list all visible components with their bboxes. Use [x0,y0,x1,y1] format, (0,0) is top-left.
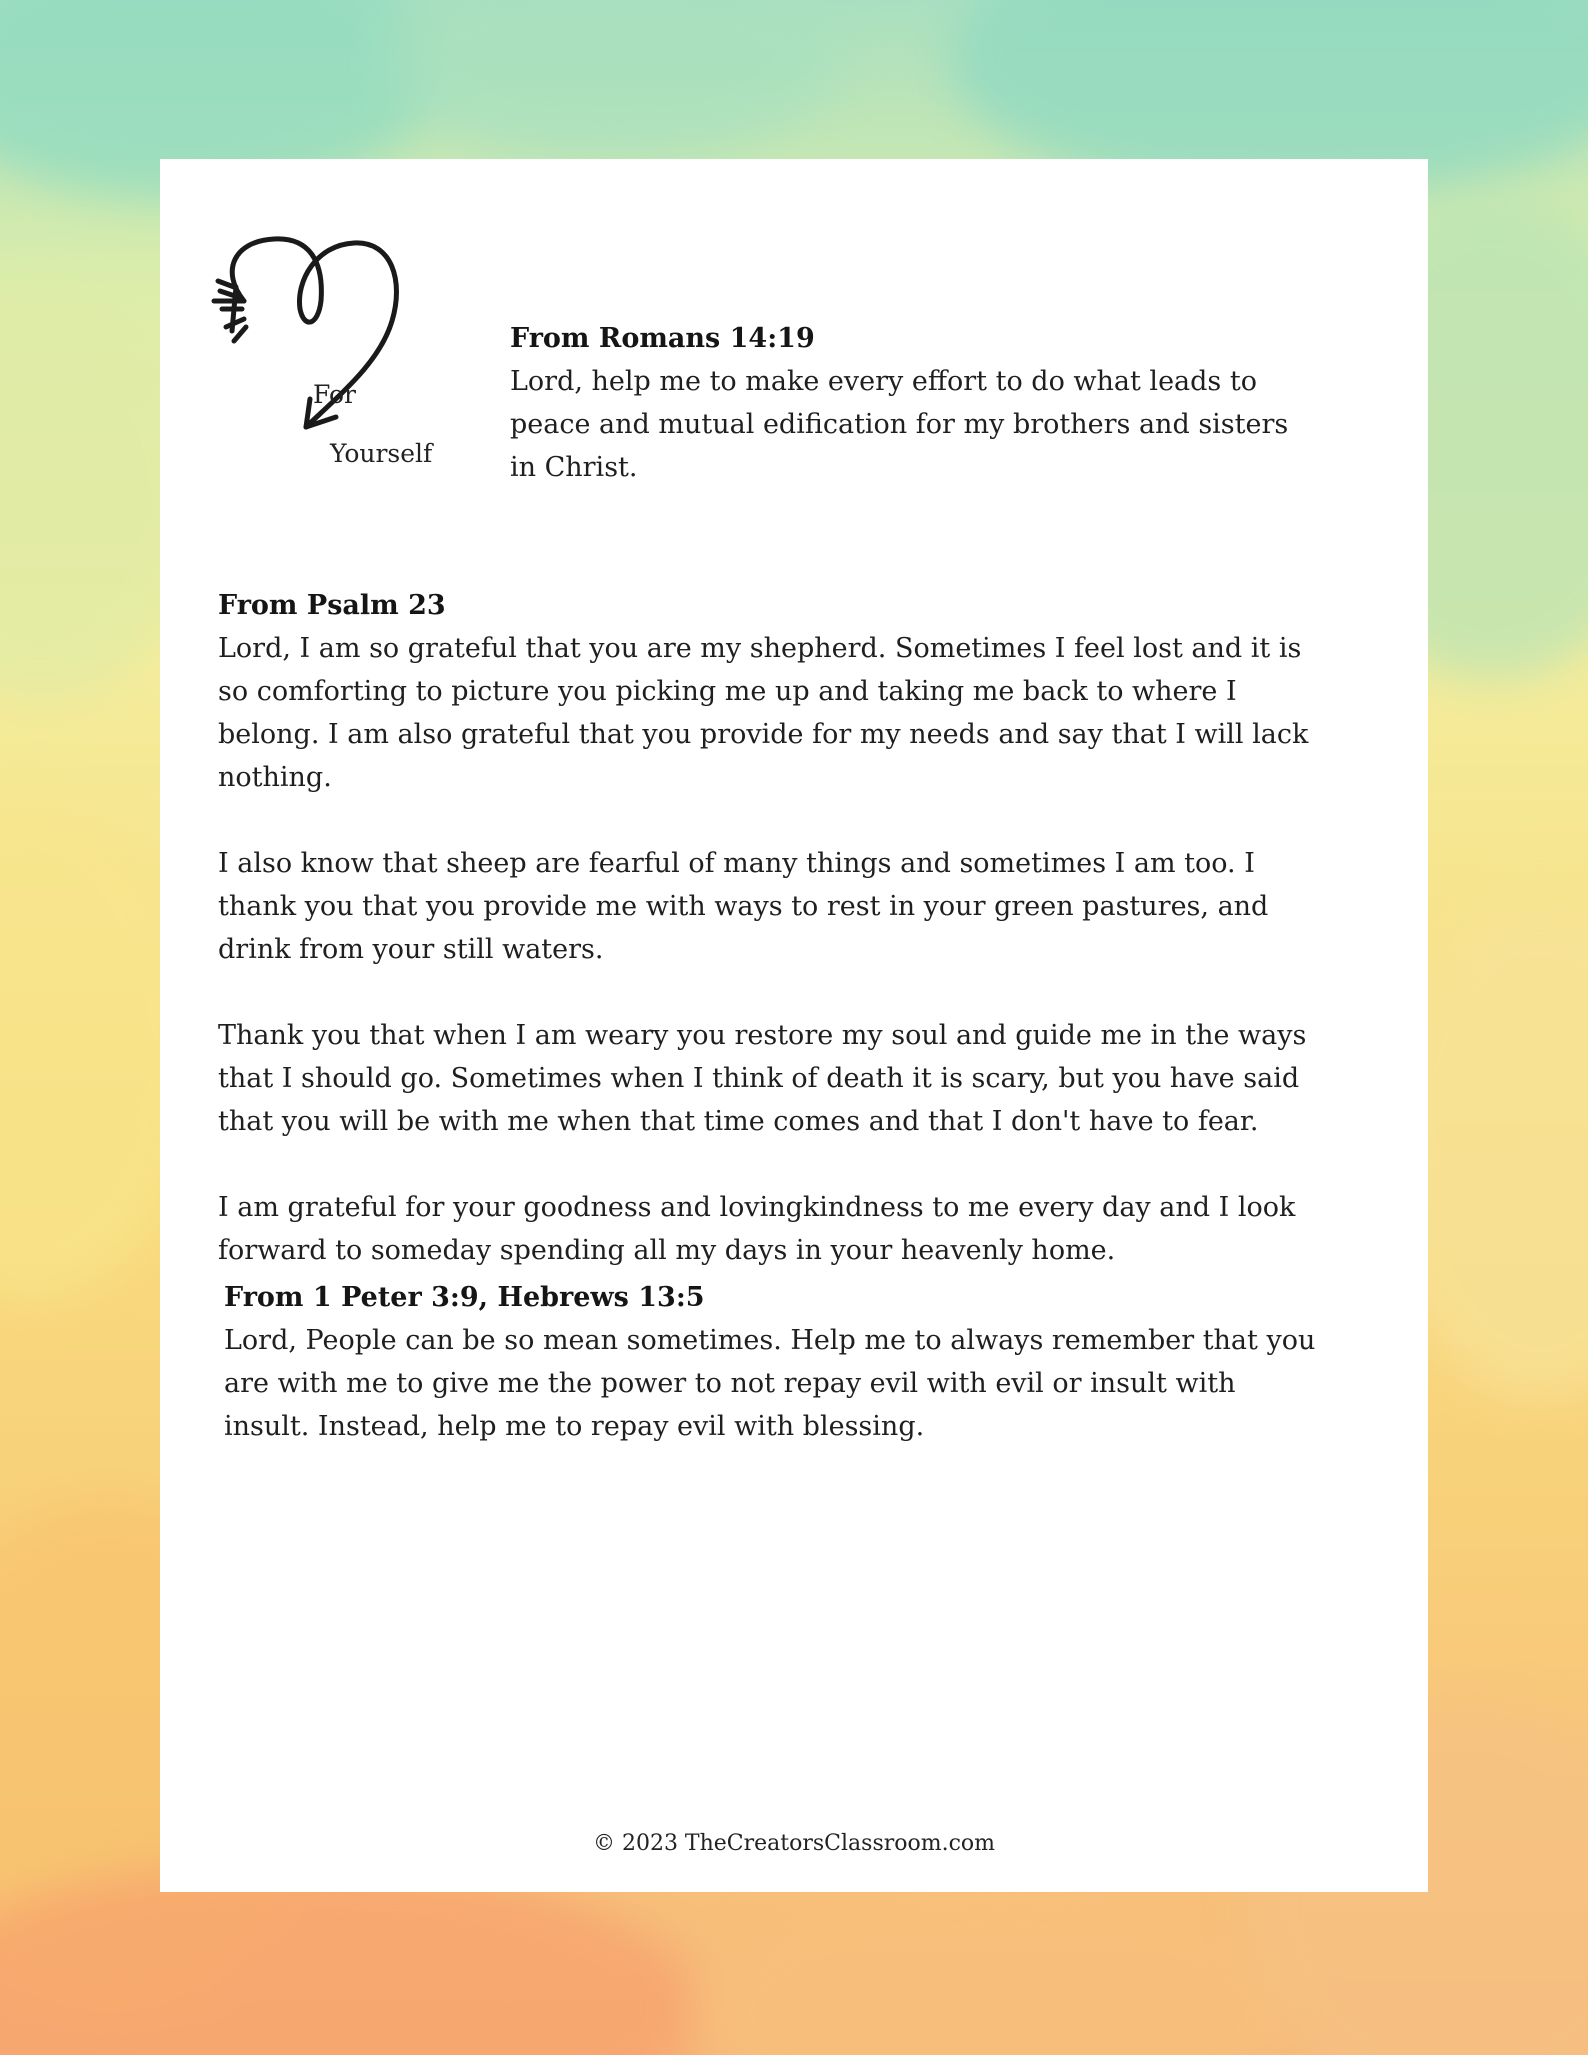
romans-heading: From Romans 14:19 [510,323,815,354]
psalm-section [218,584,1318,1272]
logo-line-for: For [313,380,356,409]
peter-heading: From 1 Peter 3:9, Hebrews 13:5 [224,1282,705,1313]
psalm-paragraph-2: I also know that sheep are fearful of many things and sometimes I am too. I thank you that you provide me with ways to rest in your green pastures, and drink from your still waters. [218,848,1269,965]
psalm-paragraph-1: Lord, I am so grateful that you are my shepherd. Sometimes I feel lost and it is so comforting to picture you picking me up and taking me back to where I belong. I am also grateful that you provide for my needs and say that I will lack nothing. [218,633,1309,793]
romans-paragraph: Lord, help me to make every effort to do what leads to peace and mutual edification for my brothers and sisters in Christ. [510,366,1289,483]
logo-line-yourself: Yourself [330,439,433,468]
heart-arrow-icon [204,231,433,468]
romans-section [510,317,1290,489]
content-page [160,159,1428,1892]
copyright-footer: © 2023 TheCreatorsClassroom.com [592,1831,996,1856]
psalm-heading: From Psalm 23 [218,590,446,621]
psalm-paragraph-4: I am grateful for your goodness and lovingkindness to me every day and I look forward to someday spending all my days in your heavenly home. [218,1192,1296,1266]
peter-paragraph: Lord, People can be so mean sometimes. Help me to always remember that you are with me to give me the power to not repay evil with evil or insult with insult. Instead, help me to repay evil with blessing. [224,1325,1316,1442]
peter-section [224,1276,1324,1448]
psalm-paragraph-3: Thank you that when I am weary you restore my soul and guide me in the ways that I should go. Sometimes when I think of death it is scary, but you have said that you will be with me when that time comes and that I don't have to fear. [218,1020,1307,1137]
